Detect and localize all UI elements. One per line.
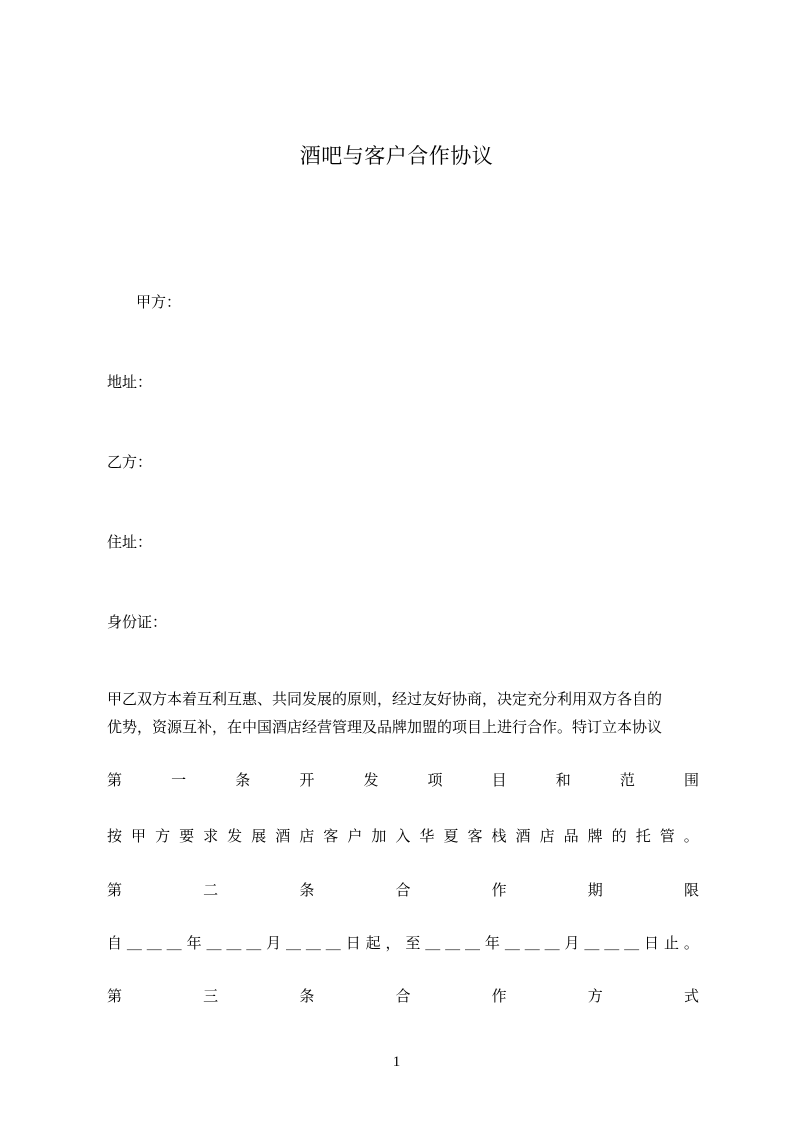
- article-2-heading: [107, 880, 699, 900]
- spread-char: 条: [299, 881, 315, 899]
- spread-char: 自: [107, 934, 123, 952]
- spread-char: ＿: [425, 934, 441, 952]
- spread-char: ＿: [604, 934, 620, 952]
- spread-char: ＿: [286, 934, 302, 952]
- spread-char: 。: [683, 934, 699, 952]
- spread-char: 月: [266, 934, 282, 952]
- spread-char: 甲: [131, 827, 147, 845]
- spread-char: 栈: [491, 827, 507, 845]
- spread-char: 管: [659, 827, 675, 845]
- page-number: 1: [392, 1054, 401, 1070]
- spread-char: 第: [107, 987, 123, 1005]
- spread-char: 方: [155, 827, 171, 845]
- spread-char: ＿: [524, 934, 540, 952]
- spread-char: 发: [363, 771, 379, 789]
- spread-char: ，: [385, 934, 401, 952]
- spread-char: ＿: [584, 934, 600, 952]
- spread-char: 月: [564, 934, 580, 952]
- spread-char: 第: [107, 771, 123, 789]
- spread-char: 的: [611, 827, 627, 845]
- spread-char: ＿: [126, 934, 142, 952]
- residence-label: 住址：: [107, 533, 153, 551]
- spread-char: 开: [299, 771, 315, 789]
- spread-char: 发: [227, 827, 243, 845]
- spread-char: ＿: [465, 934, 481, 952]
- spread-char: ＿: [445, 934, 461, 952]
- article-1-body: [107, 826, 699, 846]
- party-a-label: 甲方：: [136, 293, 182, 311]
- spread-char: 酒: [515, 827, 531, 845]
- spread-char: ＿: [206, 934, 222, 952]
- spread-char: 范: [619, 771, 635, 789]
- spread-char: ＿: [504, 934, 520, 952]
- spread-char: 至: [405, 934, 421, 952]
- spread-char: 店: [539, 827, 555, 845]
- spread-char: 店: [299, 827, 315, 845]
- spread-char: 日: [644, 934, 660, 952]
- spread-char: 求: [203, 827, 219, 845]
- spread-char: 客: [467, 827, 483, 845]
- spread-char: 入: [395, 827, 411, 845]
- spread-char: 和: [555, 771, 571, 789]
- article-2-body: [107, 933, 699, 953]
- spread-char: ＿: [305, 934, 321, 952]
- article-3-heading: [107, 986, 699, 1006]
- spread-char: 起: [365, 934, 381, 952]
- spread-char: 酒: [275, 827, 291, 845]
- spread-char: 方: [587, 987, 603, 1005]
- spread-char: 加: [371, 827, 387, 845]
- spread-char: 展: [251, 827, 267, 845]
- spread-char: 牌: [587, 827, 603, 845]
- spread-char: 按: [107, 827, 123, 845]
- spread-char: 围: [683, 771, 699, 789]
- spread-char: 华: [419, 827, 435, 845]
- document-title: 酒吧与客户合作协议: [299, 144, 494, 168]
- spread-char: 。: [683, 827, 699, 845]
- spread-char: 日: [345, 934, 361, 952]
- spread-char: 限: [683, 881, 699, 899]
- spread-char: 品: [563, 827, 579, 845]
- spread-char: ＿: [624, 934, 640, 952]
- preamble-line-2: 优势，资源互补，在中国酒店经营管理及品牌加盟的项目上进行合作。特订立本协议: [107, 718, 663, 736]
- preamble-line-1: 甲乙双方本着互利互惠、共同发展的原则，经过友好协商，决定充分利用双方各自的: [107, 690, 663, 708]
- spread-char: 客: [323, 827, 339, 845]
- id-card-label: 身份证：: [107, 613, 168, 631]
- spread-char: 要: [179, 827, 195, 845]
- spread-char: 期: [587, 881, 603, 899]
- spread-char: 合: [395, 881, 411, 899]
- spread-char: 作: [491, 987, 507, 1005]
- spread-char: 式: [683, 987, 699, 1005]
- spread-char: 合: [395, 987, 411, 1005]
- spread-char: 年: [186, 934, 202, 952]
- spread-char: 作: [491, 881, 507, 899]
- spread-char: ＿: [325, 934, 341, 952]
- address-label: 地址：: [107, 373, 153, 391]
- spread-char: 项: [427, 771, 443, 789]
- article-1-heading: [107, 770, 699, 790]
- spread-char: 二: [203, 881, 219, 899]
- spread-char: ＿: [146, 934, 162, 952]
- spread-char: 年: [484, 934, 500, 952]
- spread-char: 条: [235, 771, 251, 789]
- spread-char: 目: [491, 771, 507, 789]
- spread-char: 户: [347, 827, 363, 845]
- spread-char: 夏: [443, 827, 459, 845]
- spread-char: 三: [203, 987, 219, 1005]
- spread-char: ＿: [544, 934, 560, 952]
- spread-char: ＿: [226, 934, 242, 952]
- spread-char: 一: [171, 771, 187, 789]
- party-b-label: 乙方：: [107, 453, 153, 471]
- spread-char: 条: [299, 987, 315, 1005]
- spread-char: ＿: [246, 934, 262, 952]
- spread-char: 托: [635, 827, 651, 845]
- spread-char: 止: [663, 934, 679, 952]
- spread-char: ＿: [166, 934, 182, 952]
- spread-char: 第: [107, 881, 123, 899]
